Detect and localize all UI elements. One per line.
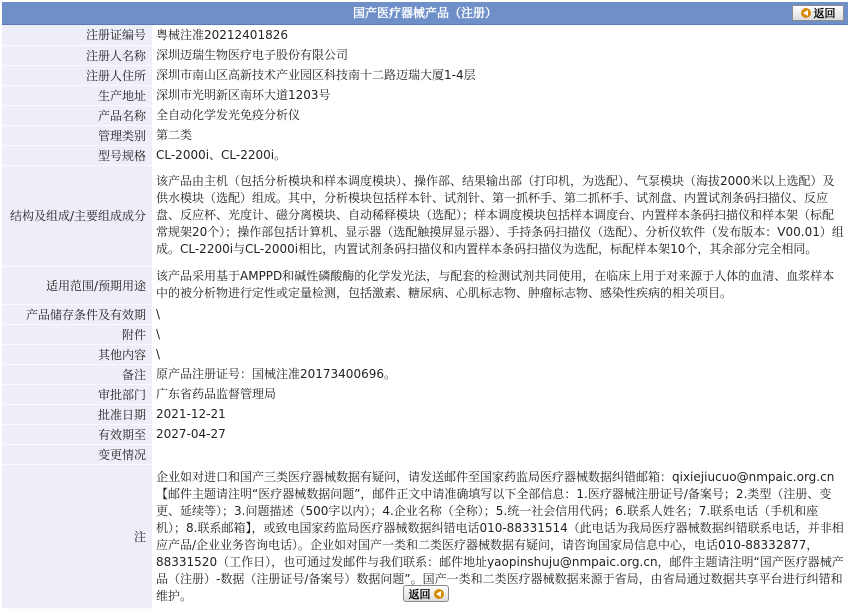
row-label: 管理类别 [2, 125, 152, 145]
page [2, 2, 848, 606]
row-label: 有效期至 [2, 424, 152, 444]
row-label: 注册人名称 [2, 45, 152, 65]
row-value: 该产品采用基于AMPPD和碱性磷酸酶的化学发光法，与配套的检测试剂共同使用，在临床上用于对来源于人体的血清、血浆样本中的被分析物进行定性或定量检测，包括激素、糖尿病、心肌标志物、肿瘤标志物、感染性疾病的相关项目。 [152, 266, 848, 304]
row-value: 该产品由主机（包括分析模块和样本调度模块）、操作部、结果输出部（打印机，为选配）、气泵模块（海拔2000米以上选配）及供水模块（选配）组成。其中，分析模块包括样本针、试剂针、第一抓杯手、第二抓杯手、试剂盘、内置试剂条码扫描仪、反应盘、反应杯、光度计、磁分离模块、自动稀释模块（选配）；样本调度模块包括样本调度台、内置样本条码扫描仪和样本架（标配常规架20个）；操作部包括计算机、显示器（选配触摸屏显示器）、手持条码扫描仪（选配）、分析仪软件（发布版本：V00.01）组成。CL-2200i与CL-2000i相比，内置试剂条码扫描仪和内置样本条码扫描仪为选配，标配样本架10个，其余部分完全相同。 [152, 165, 848, 266]
table-row [2, 165, 848, 266]
row-label: 注 [2, 464, 152, 608]
row-label: 产品储存条件及有效期 [2, 304, 152, 324]
table-row [2, 25, 848, 45]
table-row [2, 85, 848, 105]
row-value: \ [152, 344, 848, 364]
row-label: 备注 [2, 364, 152, 384]
row-value: CL-2000i、CL-2200i。 [152, 145, 848, 165]
table-row [2, 105, 848, 125]
row-label: 生产地址 [2, 85, 152, 105]
row-label: 产品名称 [2, 105, 152, 125]
row-label: 注册证编号 [2, 25, 152, 45]
header-bar [2, 2, 848, 25]
row-value: 全自动化学发光免疫分析仪 [152, 105, 848, 125]
table-row [2, 145, 848, 165]
row-value: 2027-04-27 [152, 424, 848, 444]
row-label: 注册人住所 [2, 65, 152, 85]
row-label: 审批部门 [2, 384, 152, 404]
row-label: 其他内容 [2, 344, 152, 364]
table-row [2, 304, 848, 324]
row-label: 变更情况 [2, 444, 152, 464]
row-label: 适用范围/预期用途 [2, 266, 152, 304]
back-arrow-icon [801, 8, 811, 18]
row-value: 2021-12-21 [152, 404, 848, 424]
back-button-bottom[interactable] [403, 585, 449, 602]
row-value: 深圳市光明新区南环大道1203号 [152, 85, 848, 105]
row-label: 结构及组成/主要组成成分 [2, 165, 152, 266]
row-value: 广东省药品监督管理局 [152, 384, 848, 404]
row-value: \ [152, 324, 848, 344]
row-label: 批准日期 [2, 404, 152, 424]
table-row [2, 324, 848, 344]
table-row [2, 424, 848, 444]
back-label: 返回 [813, 7, 836, 20]
table-row [2, 364, 848, 384]
row-label: 型号规格 [2, 145, 152, 165]
back-label-bottom: 返回 [408, 587, 431, 601]
detail-table [2, 25, 848, 609]
row-label: 附件 [2, 324, 152, 344]
table-row [2, 404, 848, 424]
table-row [2, 266, 848, 304]
table-row [2, 125, 848, 145]
row-value: 粤械注准20212401826 [152, 25, 848, 45]
table-row [2, 384, 848, 404]
back-arrow-icon [434, 589, 444, 599]
row-value: 深圳迈瑞生物医疗电子股份有限公司 [152, 45, 848, 65]
back-button-top[interactable] [792, 5, 844, 21]
row-value [152, 444, 848, 464]
note-value: 企业如对进口和国产三类医疗器械数据有疑问，请发送邮件至国家药监局医疗器械数据纠错邮箱：qixiejiucuo@nmpaic.org.cn【邮件主题请注明“医疗器械数据问题”，邮件正文中请准确填写以下全部信息：1.医疗器械注册证号/备案号；2.类型（注册、变更、延续等）；3.问题描述（500字以内）；4.企业名称（全称）；5.统一社会信用代码；6.联系人姓名；7.联系电话（手机和座机）；8.联系邮箱】，或致电国家药监局医疗器械数据纠错电话010-88331514（此电话为我局医疗器械数据纠错联系电话，并非相应产品/企业业务咨询电话）。企业如对国产一类和二类医疗器械数据有疑问，请咨询国家局信息中心，电话010-88332877，88331520（工作日），也可通过发邮件与我们联系：邮件地址yaopinshuju@nmpaic.org.cn，邮件主题请注明“国产医疗器械产品（注册）-数据（注册证号/备案号）数据问题”。国产一类和二类医疗器械数据来源于省局，由省局通过数据共享平台进行纠错和维护。 [152, 464, 848, 608]
row-value: 原产品注册证号：国械注准20173400696。 [152, 364, 848, 384]
table-row [2, 344, 848, 364]
row-value: \ [152, 304, 848, 324]
page-title: 国产医疗器械产品（注册） [352, 6, 497, 20]
row-value: 深圳市南山区高新技术产业园区科技南十二路迈瑞大厦1-4层 [152, 65, 848, 85]
row-value: 第二类 [152, 125, 848, 145]
table-row [2, 65, 848, 85]
table-row [2, 444, 848, 464]
table-row [2, 45, 848, 65]
